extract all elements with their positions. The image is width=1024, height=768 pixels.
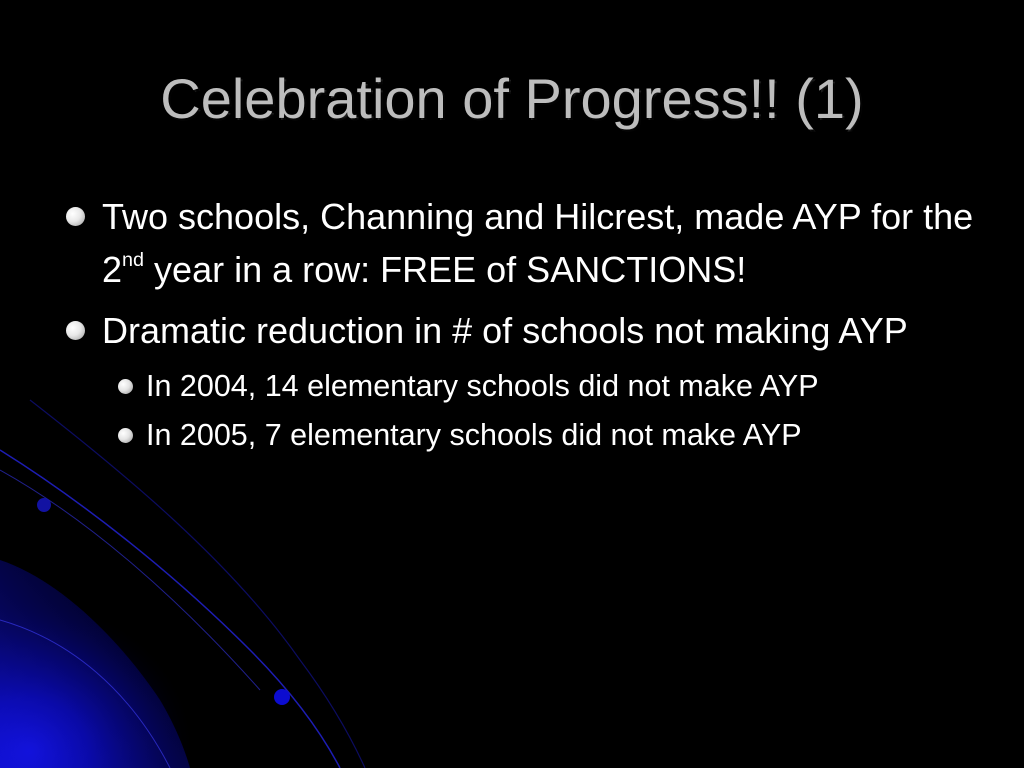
sub-bullet-2-text: In 2005, 7 elementary schools did not make AYP bbox=[146, 418, 802, 452]
bullet-dot-icon bbox=[66, 321, 85, 340]
bullet-1-text-start: Two schools, Channing and Hilcrest, made AYP for the 2 bbox=[102, 196, 974, 290]
sub-bullet-2 bbox=[62, 414, 992, 457]
bullet-1 bbox=[62, 190, 992, 296]
bullet-1-text-end: year in a row: FREE of SANCTIONS! bbox=[144, 249, 747, 290]
sub-bullet-1-text: In 2004, 14 elementary schools did not make AYP bbox=[146, 369, 819, 403]
sub-bullet-dot-icon bbox=[118, 428, 133, 443]
slide-body bbox=[62, 190, 992, 457]
sub-bullet-1 bbox=[62, 365, 992, 408]
bullet-dot-icon bbox=[66, 207, 85, 226]
bullet-1-superscript: nd bbox=[122, 249, 145, 272]
bullet-2 bbox=[62, 304, 992, 357]
sub-bullet-dot-icon bbox=[118, 379, 133, 394]
slide-title: Celebration of Progress!! (1) bbox=[160, 67, 864, 130]
bullet-2-text: Dramatic reduction in # of schools not making AYP bbox=[102, 310, 908, 351]
